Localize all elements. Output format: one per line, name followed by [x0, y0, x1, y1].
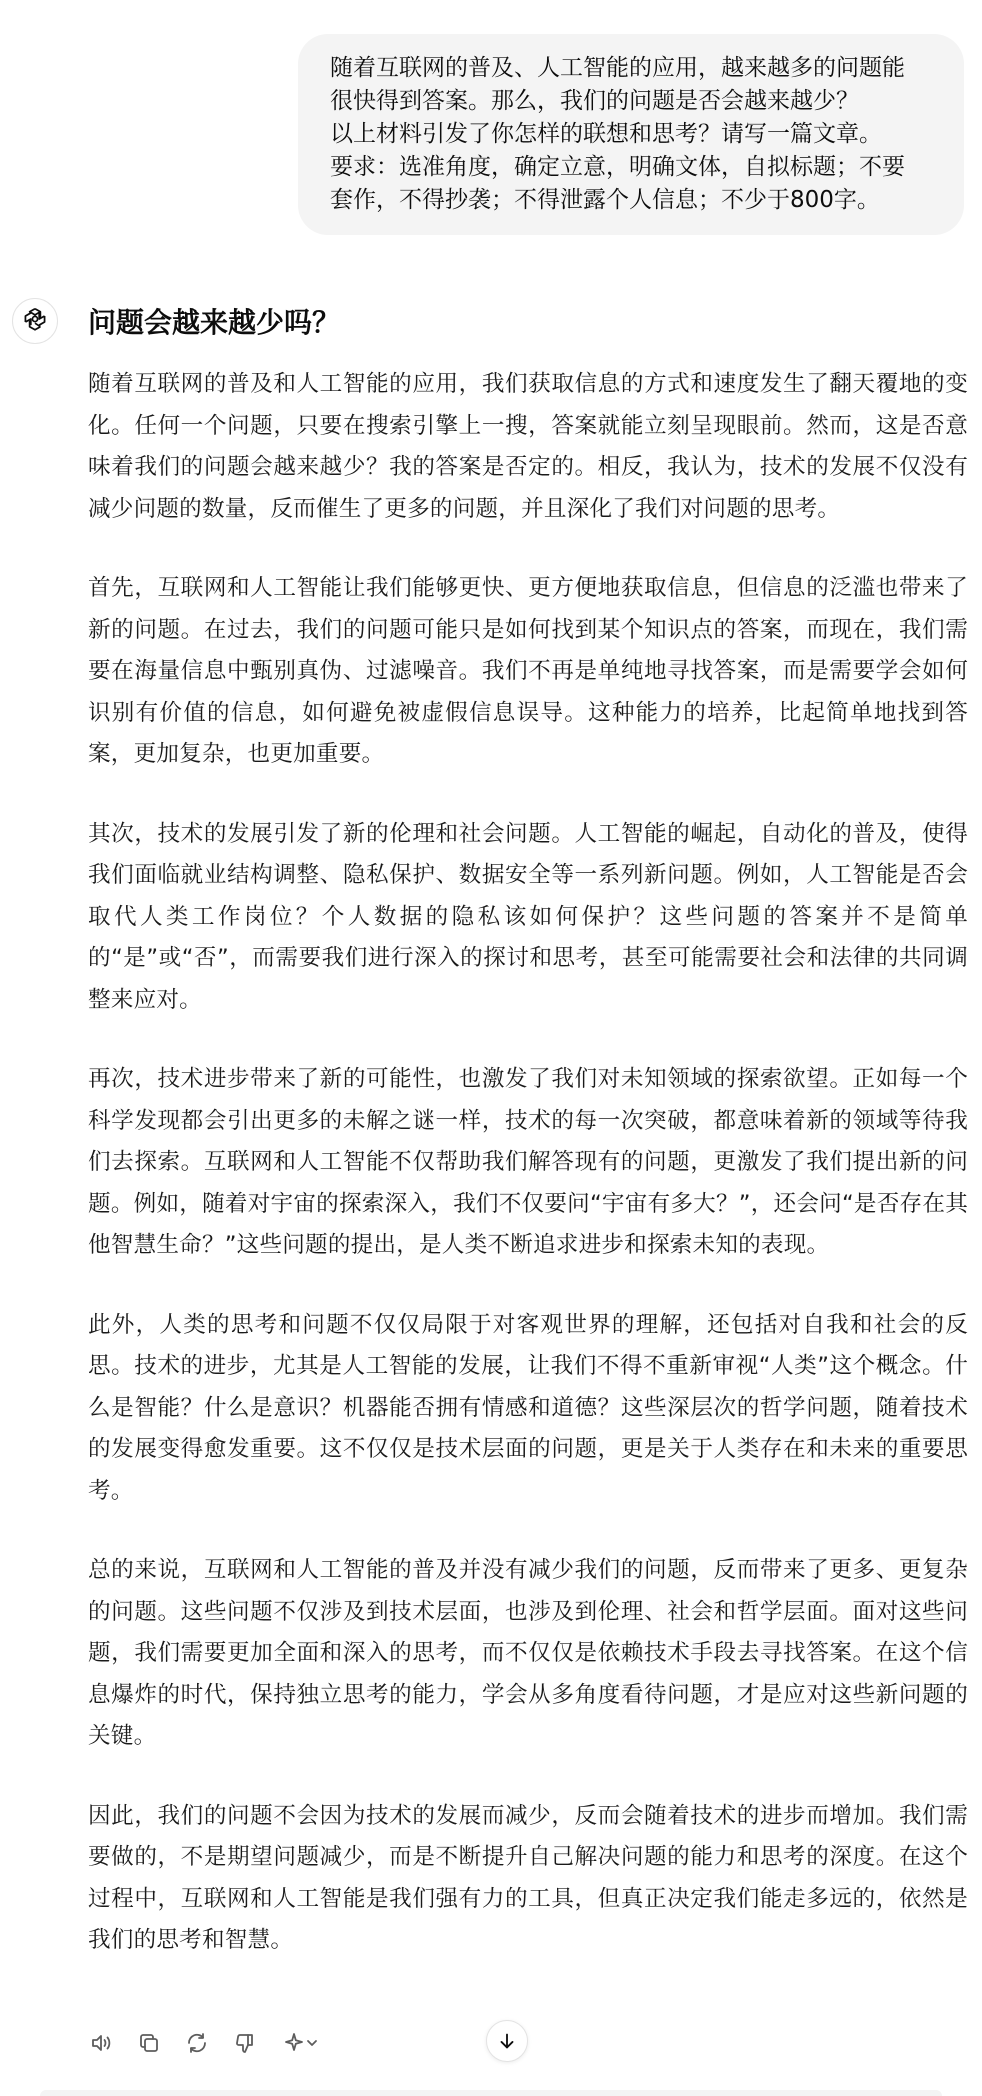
sparkle-chevron-icon [283, 2031, 321, 2055]
refresh-icon [185, 2031, 209, 2055]
read-aloud-button[interactable] [84, 2026, 118, 2060]
answer-paragraph: 首先，互联网和人工智能让我们能够更快、更方便地获取信息，但信息的泛滥也带来了新的问题。在过去，我们的问题可能只是如何找到某个知识点的答案，而现在，我们需要在海量信息中甄别真伪、过滤噪音。我们不再是单纯地寻找答案，而是需要学会如何识别有价值的信息，如何避免被虚假信息误导。这种能力的培养，比起简单地找到答案，更加复杂，也更加重要。 [88, 575, 968, 767]
answer-paragraph: 再次，技术进步带来了新的可能性，也激发了我们对未知领域的探索欲望。正如每一个科学发现都会引出更多的未解之谜一样，技术的每一次突破，都意味着新的领域等待我们去探索。互联网和人工智能不仅帮助我们解答现有的问题，更激发了我们提出新的问题。例如，随着对宇宙的探索深入，我们不仅要问“宇宙有多大？”，还会问“是否存在其他智慧生命？”这些问题的提出，是人类不断追求进步和探索未知的表现。 [88, 1066, 968, 1258]
user-message-line: 很快得到答案。那么，我们的问题是否会越来越少？ [330, 88, 859, 114]
scroll-down-button[interactable] [486, 2020, 528, 2062]
answer-paragraph: 因此，我们的问题不会因为技术的发展而减少，反而会随着技术的进步而增加。我们需要做的，不是期望问题减少，而是不断提升自己解决问题的能力和思考的深度。在这个过程中，互联网和人工智能是我们强有力的工具，但真正决定我们能走多远的，依然是我们的思考和智慧。 [88, 1802, 968, 1953]
user-message-bubble [298, 34, 964, 235]
answer-paragraph: 其次，技术的发展引发了新的伦理和社会问题。人工智能的崛起，自动化的普及，使得我们面临就业结构调整、隐私保护、数据安全等一系列新问题。例如，人工智能是否会取代人类工作岗位？个人数据的隐私该如何保护？这些问题的答案并不是简单的“是”或“否”，而需要我们进行深入的探讨和思考，甚至可能需要社会和法律的共同调整来应对。 [88, 820, 968, 1013]
thumbs-down-icon [233, 2031, 257, 2055]
assistant-avatar [12, 298, 58, 344]
thumbs-down-button[interactable] [228, 2026, 262, 2060]
answer-paragraph: 总的来说，互联网和人工智能的普及并没有减少我们的问题，反而带来了更多、更复杂的问题。这些问题不仅涉及到技术层面，也涉及到伦理、社会和哲学层面。面对这些问题，我们需要更加全面和深入的思考，而不仅仅是依赖技术手段去寻找答案。在这个信息爆炸的时代，保持独立思考的能力，学会从多角度看待问题，才是应对这些新问题的关键。 [88, 1557, 968, 1749]
user-message-line: 套作，不得抄袭；不得泄露个人信息；不少于800字。 [330, 187, 880, 213]
openai-logo-icon [21, 305, 49, 337]
regenerate-button[interactable] [180, 2026, 214, 2060]
user-message-line: 要求：选准角度，确定立意，明确文体，自拟标题；不要 [330, 154, 905, 180]
answer-title: 问题会越来越少吗？ [88, 306, 341, 339]
user-message-line: 随着互联网的普及、人工智能的应用，越来越多的问题能 [330, 55, 905, 81]
copy-button[interactable] [132, 2026, 166, 2060]
answer-paragraph: 此外，人类的思考和问题不仅仅局限于对客观世界的理解，还包括对自我和社会的反思。技术的进步，尤其是人工智能的发展，让我们不得不重新审视“人类”这个概念。什么是智能？什么是意识？机器能否拥有情感和道德？这些深层次的哲学问题，随着技术的发展变得愈发重要。这不仅仅是技术层面的问题，更是关于人类存在和未来的重要思考。 [88, 1311, 968, 1504]
model-switch-button[interactable] [276, 2026, 328, 2060]
copy-icon [137, 2031, 161, 2055]
user-message-line: 以上材料引发了你怎样的联想和思考？请写一篇文章。 [330, 121, 882, 147]
speaker-icon [89, 2031, 113, 2055]
arrow-down-icon [496, 2030, 518, 2052]
composer-edge [40, 2090, 942, 2096]
assistant-message [88, 300, 968, 1962]
message-actions [84, 2026, 328, 2060]
answer-paragraph: 随着互联网的普及和人工智能的应用，我们获取信息的方式和速度发生了翻天覆地的变化。任何一个问题，只要在搜索引擎上一搜，答案就能立刻呈现眼前。然而，这是否意味着我们的问题会越来越少？我的答案是否定的。相反，我认为，技术的发展不仅没有减少问题的数量，反而催生了更多的问题，并且深化了我们对问题的思考。 [88, 371, 968, 522]
